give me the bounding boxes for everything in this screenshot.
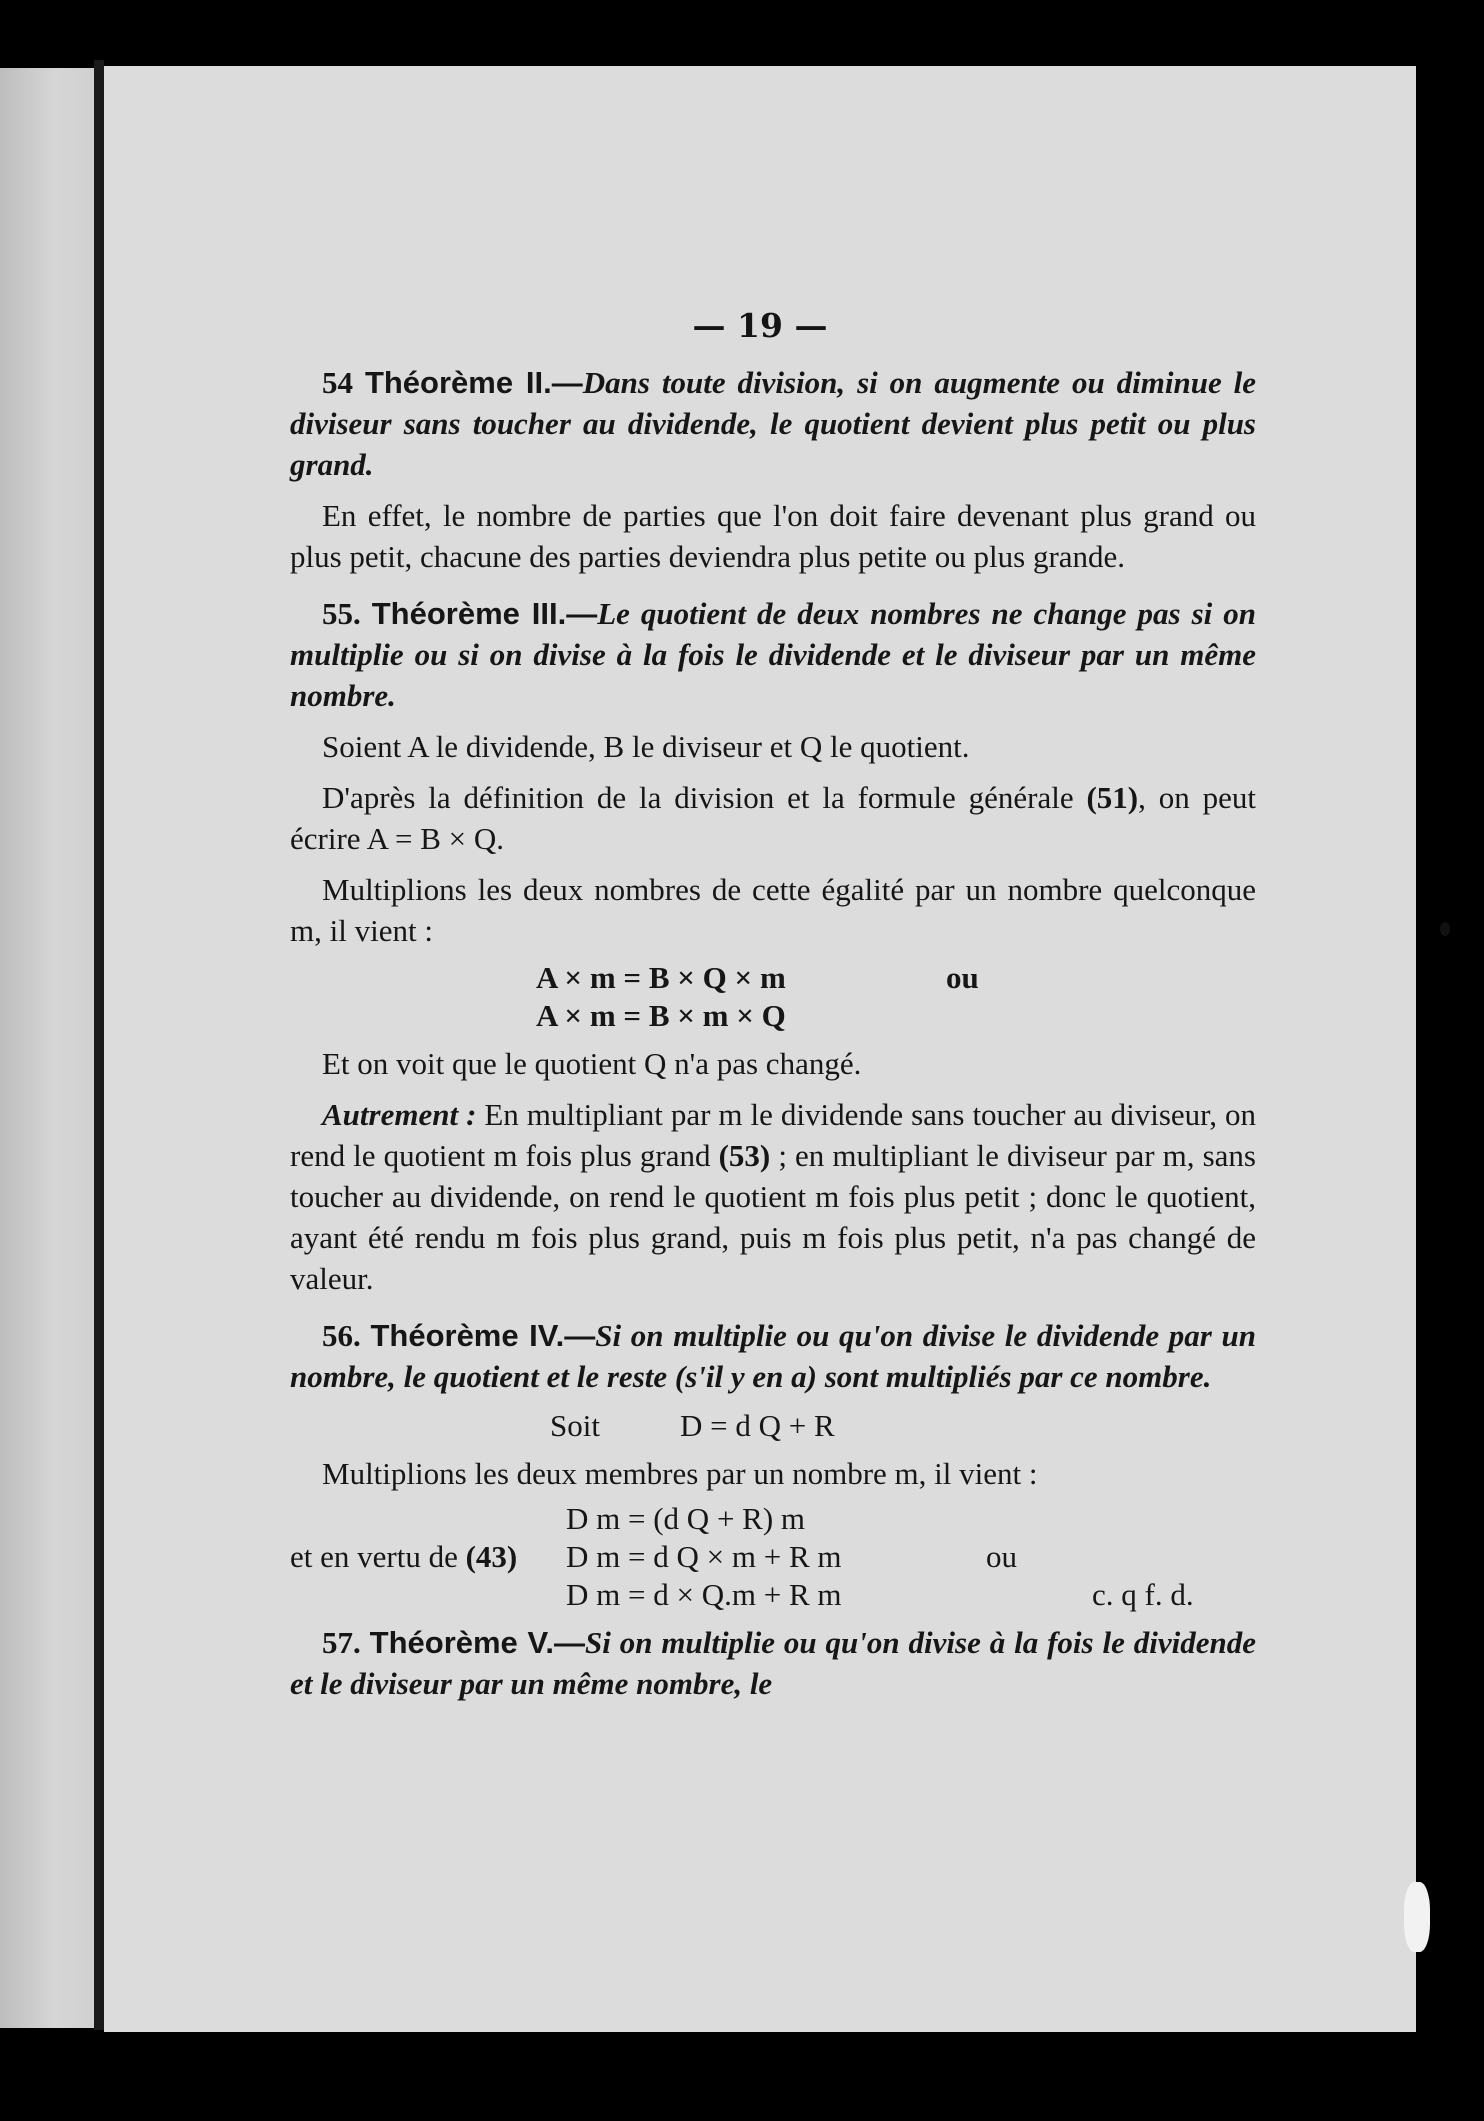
equation-row (290, 995, 1256, 1033)
text: D'après la définition de la division et la formule générale (322, 780, 1087, 815)
equation-label (290, 1536, 517, 1577)
text: En multipliant par m le dividende sans toucher au diviseur, on rend le quotient m fois plus grand (290, 1097, 1256, 1173)
equation-row (290, 957, 1256, 995)
equation-row (290, 1536, 1256, 1574)
qed-mark: c. q f. d. (1092, 1577, 1194, 1612)
theorem-title: Théorème IV.— (370, 1318, 596, 1353)
theorem-statement: Dans toute division, si on augmente ou diminue le diviseur sans toucher au dividende, le quotient devient plus petit ou plus grand. (290, 365, 1257, 482)
paragraph: Et on voit que le quotient Q n'a pas changé. (322, 1046, 862, 1081)
theorem-title: Théorème II.— (364, 365, 583, 400)
reference: (51) (1086, 780, 1139, 815)
paragraph (290, 777, 1256, 859)
page-number: — 19 — (692, 306, 828, 345)
equation: D = d Q + R (680, 1408, 835, 1443)
equation-label: Soit (550, 1408, 600, 1443)
theorem-number: 57. (322, 1625, 361, 1660)
equation-row (290, 1498, 1256, 1536)
equation-row (290, 1574, 1256, 1612)
text: Autrement : (322, 1097, 477, 1132)
theorem-number: 56. (322, 1318, 361, 1353)
book-gutter (94, 60, 104, 2030)
paragraph (290, 1094, 1256, 1299)
theorem-54 (290, 362, 1256, 485)
theorem-number: 54 (322, 365, 353, 400)
reference: (53) (718, 1138, 771, 1173)
theorem-56 (290, 1315, 1256, 1397)
paragraph: Multiplions les deux nombres de cette égalité par un nombre quelconque m, il vient : (290, 872, 1256, 948)
theorem-statement: Si on multiplie ou qu'on divise le dividende par un nombre, le quotient et le reste (s'il y en a) sont multipliés par ce nombre. (290, 1318, 1257, 1394)
page-text (290, 362, 1256, 1704)
theorem-57 (290, 1622, 1256, 1704)
book-page (104, 66, 1416, 2032)
theorem-55 (290, 593, 1256, 716)
scan-speck (1404, 1882, 1430, 1952)
scan-speck (1440, 922, 1450, 936)
equation-row (290, 1405, 1256, 1443)
equation: D m = d Q × m + R m (566, 1539, 842, 1574)
equation: D m = (d Q + R) m (566, 1501, 806, 1536)
theorem-number: 55. (322, 596, 361, 631)
theorem-title: Théorème V.— (369, 1625, 585, 1660)
text: ; en multipliant le diviseur par m, sans toucher au dividende, on rend le quotient m fois plus petit ; donc le quotient, ayant été rendu m fois plus grand, puis m fois plus petit, n'a pas changé de valeur. (290, 1138, 1256, 1296)
equation-connector: ou (986, 1539, 1017, 1574)
equation: A × m = B × m × Q (536, 998, 786, 1033)
reference: (43) (465, 1539, 518, 1574)
paragraph: Soient A le dividende, B le diviseur et Q le quotient. (322, 729, 970, 764)
equation-connector: ou (946, 960, 979, 995)
theorem-54-proof: En effet, le nombre de parties que l'on doit faire devenant plus grand ou plus petit, chacune des parties deviendra plus petite ou plus grande. (290, 498, 1256, 574)
text: et en vertu de (290, 1539, 466, 1574)
text: , on peut écrire A = B × Q. (290, 780, 1257, 856)
paragraph: Multiplions les deux membres par un nombre m, il vient : (322, 1456, 1038, 1491)
theorem-statement: Le quotient de deux nombres ne change pas si on multiplie ou si on divise à la fois le dividende et le diviseur par un même nombre. (290, 596, 1256, 713)
adjacent-page-edge (0, 68, 100, 2028)
equation: D m = d × Q.m + R m (566, 1577, 842, 1612)
theorem-title: Théorème III.— (371, 596, 598, 631)
equation: A × m = B × Q × m (536, 960, 786, 995)
theorem-statement: Si on multiplie ou qu'on divise à la fois le dividende et le diviseur par un même nombre, le (290, 1625, 1256, 1701)
